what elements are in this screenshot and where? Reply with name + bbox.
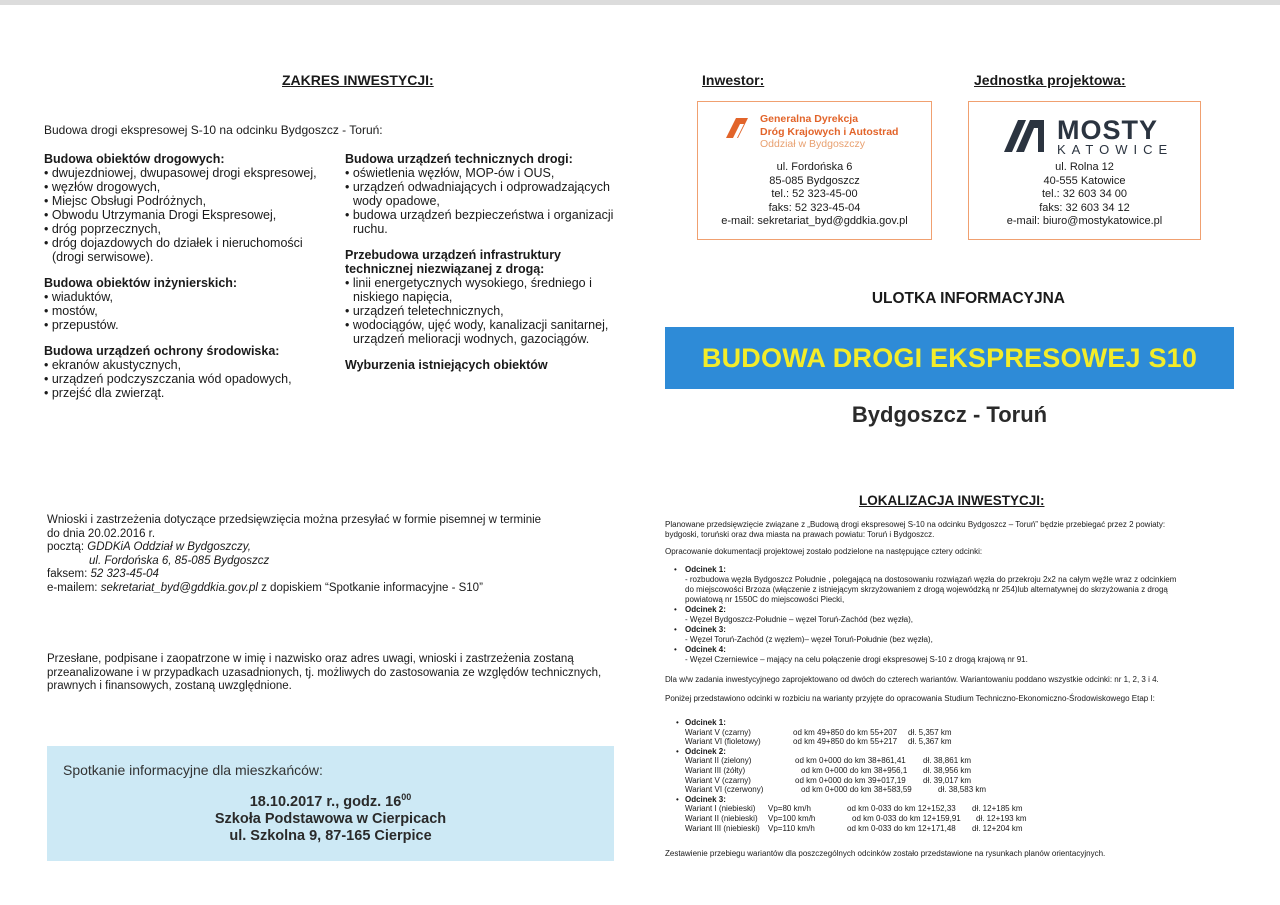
variants-table: • Odcinek 1: Wariant V (czarny) od km 49+850 do km 55+207 dł. 5,357 km Wariant VI (fioletowy) od km 49+850 do km 55+217 dł. 5,367 km • Odcinek 2: Wariant II (zielony) od km 0+000 do km 38+861,41 dł. 38,861 km Wariant III (żółty) od km 0+000 do km 38+956,1 dł. 38,956 km Wariant V (czarny) od km 0+000 do km 39+017,19 dł. 39,017 km Wariant VI (czerwony) od km 0+000 do km 38+583,59 dł. 38,583 km • Odcinek 3: Wariant I (niebieski) Vp=80 km/h od km 0-033 do km 12+152,33 dł. 12+185 km Wariant II (niebieski) Vp=100 km/h od km 0-033 do km 12+159,91 dł. 12+193 km Wariant III (niebieski) Vp=110 km/h od km 0-033 do km 12+171,48 dł. 12+204 km xyxy=(665,718,1225,833)
segment-name: Odcinek 3: xyxy=(685,625,726,634)
designer-fax: faks: 32 603 34 12 xyxy=(1039,201,1130,214)
fax-label: faksem: xyxy=(47,568,88,580)
list-item: • ekranów akustycznych, xyxy=(44,358,344,372)
variant-row: Wariant II (zielony) od km 0+000 do km 38+861,41 dł. 38,861 km xyxy=(685,756,972,766)
designer-phone: tel.: 32 603 34 00 xyxy=(1041,188,1127,200)
variants-paragraph: Poniżej przedstawiono odcinki w rozbiciu na warianty przyjęte do opracowania Studium Techniczno-Ekonomiczno-Środowiskowego Etap I: xyxy=(665,694,1155,703)
list-item: • Obwodu Utrzymania Drogi Ekspresowej, xyxy=(44,208,344,222)
fax-value: 52 323-45-04 xyxy=(90,568,159,580)
title-banner xyxy=(665,327,1234,389)
scope-column-1 xyxy=(44,152,344,400)
segment-line: do miejscowości Brzoza (włączenie z istniejącym skrzyżowaniem z drogą wojewódzką nr 254)lub alternatywnej do skrzyżowania z drogą xyxy=(685,585,1168,594)
segment-line: powiatową nr 1550C do miejscowości Piecki, xyxy=(685,595,845,604)
designer-box xyxy=(968,101,1201,240)
comments-section xyxy=(47,514,541,595)
post-label: pocztą: xyxy=(47,541,85,553)
segment-name: Odcinek 1: xyxy=(685,565,726,574)
designer-city: 40-555 Katowice xyxy=(1043,174,1126,187)
post-address: GDDKiA Oddział w Bydgoszczy, xyxy=(87,541,251,553)
block-engineering-objects xyxy=(44,276,344,332)
summary-paragraph: Zestawienie przebiegu wariantów dla poszczególnych odcinków zostało przedstawione na rysunkach planów orientacyjnych. xyxy=(665,849,1106,858)
analysis-line: prawnych i finansowych, zostaną uwzględnione. xyxy=(47,680,292,692)
scope-title: ZAKRES INWESTYCJI: xyxy=(282,72,434,88)
block-title: Przebudowa urządzeń infrastruktury technicznej niezwiązanej z drogą: xyxy=(345,248,562,276)
investor-fax: faks: 52 323-45-04 xyxy=(768,201,861,214)
list-item: • przejść dla zwierząt. xyxy=(44,386,344,400)
variant-row: Wariant III (żółty) od km 0+000 do km 38+956,1 dł. 38,956 km xyxy=(685,765,972,775)
variants-paragraph: Dla w/w zadania inwestycyjnego zaprojektowano od dwóch do czterech wariantów. Wariantowaniu poddano wszystkie odcinki: nr 1, 2, 3 i 4. xyxy=(665,675,1159,684)
post-street: ul. Fordońska 6, 85-085 Bydgoszcz xyxy=(89,554,270,567)
variant-row: Wariant VI (fioletowy) od km 49+850 do km 55+217 dł. 5,367 km xyxy=(685,737,952,747)
block-title: Budowa obiektów inżynierskich: xyxy=(44,276,238,290)
email-label: e-mailem: xyxy=(47,581,98,594)
list-item: • urządzeń teletechnicznych, xyxy=(345,304,620,318)
segment-line: - Węzeł Bydgoszcz-Południe – węzeł Toruń-Zachód (bez węzła), xyxy=(685,615,913,624)
segment-line: - Węzeł Toruń-Zachód (z węzłem)– węzeł Toruń-Południe (bez węzła), xyxy=(685,635,933,644)
mosty-logo-icon xyxy=(1002,118,1046,154)
banner-title: BUDOWA DROGI EKSPRESOWEJ S10 xyxy=(701,342,1198,373)
investor-box xyxy=(697,101,932,240)
gddkia-logo-text: Generalna Dyrekcja Dróg Krajowych i Autostrad Oddział w Bydgoszczy xyxy=(760,113,899,150)
investor-phone: tel.: 52 323-45-00 xyxy=(771,188,858,200)
segment-line: - Węzeł Czerniewice – mający na celu połączenie drogi ekspresowej S-10 z drogą krajową nr 91. xyxy=(685,655,1028,664)
investor-street: ul. Fordońska 6 xyxy=(776,161,853,173)
segment-item xyxy=(665,605,1225,625)
investor-email[interactable]: e-mail: sekretariat_byd@gddkia.gov.pl xyxy=(721,215,908,227)
list-item: • wodociągów, ujęć wody, kanalizacji sanitarnej, urządzeń melioracji wodnych, gazociągów. xyxy=(345,318,620,346)
leaflet-title: ULOTKA INFORMACYJNA xyxy=(871,290,1065,307)
meeting-date: 18.10.2017 r., godz. $16^{00}$ xyxy=(249,792,412,810)
location-body xyxy=(665,520,1225,704)
email-link[interactable]: sekretariat_byd@gddkia.gov.pl xyxy=(100,581,258,594)
variant-row: Wariant I (niebieski) Vp=80 km/h od km 0-033 do km 12+152,33 dł. 12+185 km xyxy=(685,804,1023,814)
analysis-section xyxy=(47,653,601,694)
block-title: Wyburzenia istniejących obiektów xyxy=(345,358,548,372)
list-item: • urządzeń podczyszczania wód opadowych, xyxy=(44,372,344,386)
meeting-box xyxy=(47,746,614,861)
scan-edge xyxy=(0,0,1280,5)
investor-city: 85-085 Bydgoszcz xyxy=(769,174,860,187)
investor-contact xyxy=(698,161,931,229)
list-item: • dwujezdniowej, dwupasowej drogi ekspresowej, xyxy=(44,166,344,180)
list-item: • oświetlenia węzłów, MOP-ów i OUS, xyxy=(345,166,620,180)
segment-item xyxy=(665,565,1225,605)
block-title: Budowa urządzeń technicznych drogi: xyxy=(345,152,573,166)
variant-group-name: Odcinek 3: xyxy=(685,794,726,804)
variant-row: Wariant V (czarny) od km 49+850 do km 55+207 dł. 5,357 km xyxy=(685,727,952,737)
scope-intro: Budowa drogi ekspresowej S-10 na odcinku Bydgoszcz - Toruń: xyxy=(44,123,383,137)
list-item: • przepustów. xyxy=(44,318,344,332)
list-item: • dróg dojazdowych do działek i nieruchomości (drogi serwisowe). xyxy=(44,236,307,264)
block-technical-devices xyxy=(345,152,620,236)
segment-name: Odcinek 2: xyxy=(685,605,726,614)
segment-name: Odcinek 4: xyxy=(685,645,726,654)
list-item: • budowa urządzeń bezpieczeństwa i organizacji ruchu. xyxy=(345,208,620,236)
location-title: LOKALIZACJA INWESTYCJI: xyxy=(859,493,1045,508)
meeting-place: Szkoła Podstawowa w Cierpicach xyxy=(214,810,447,827)
block-title: Budowa obiektów drogowych: xyxy=(44,152,225,166)
list-item: • węzłów drogowych, xyxy=(44,180,344,194)
segment-item xyxy=(665,645,1225,665)
block-infrastructure xyxy=(345,248,620,346)
segments-list xyxy=(665,565,1225,665)
comments-deadline: do dnia 20.02.2016 r. xyxy=(47,527,156,540)
analysis-line: przeanalizowane i w przypadkach uzasadnionych, tj. możliwych do zastosowania ze względów technicznych, xyxy=(47,666,602,679)
email-suffix: z dopiskiem “Spotkanie informacyjne - S10” xyxy=(261,581,483,594)
meeting-heading: Spotkanie informacyjne dla mieszkańców: xyxy=(63,762,323,778)
location-paragraph: Opracowanie dokumentacji projektowej zostało podzielone na następujące cztery odcinki: xyxy=(665,547,983,556)
mosty-logo-text: MOSTY KATOWICE xyxy=(1057,115,1174,157)
designer-street: ul. Rolna 12 xyxy=(1055,161,1114,173)
variant-group-name: Odcinek 1: xyxy=(685,718,726,727)
block-environment xyxy=(44,344,344,400)
designer-label: Jednostka projektowa: xyxy=(974,72,1126,88)
location-paragraph: Planowane przedsięwzięcie związane z „Budową drogi ekspresowej S-10 na odcinku Bydgoszcz – Toruń” będzie przebiegać przez 2 powiaty: xyxy=(665,520,1166,529)
list-item: • wiaduktów, xyxy=(44,290,344,304)
meeting-address: ul. Szkolna 9, 87-165 Cierpice xyxy=(229,827,432,844)
block-demolition xyxy=(345,358,620,372)
segment-line: - rozbudowa węzła Bydgoszcz Południe , polegającą na dostosowaniu rozwiązań węzła do przekroju 2x2 na całym węźle wraz z odcinkiem xyxy=(685,575,1177,584)
location-paragraph: bydgoski, toruński oraz dwa miasta na prawach powiatu: Toruń i Bydgoszcz. xyxy=(665,530,935,539)
list-item: • dróg poprzecznych, xyxy=(44,222,344,236)
designer-contact xyxy=(969,161,1200,229)
variant-group-name: Odcinek 2: xyxy=(685,746,726,756)
block-title: Budowa urządzeń ochrony środowiska: xyxy=(44,344,280,358)
meeting-time-sup: 00 xyxy=(401,792,412,802)
variant-row: Wariant II (niebieski) Vp=100 km/h od km 0-033 do km 12+159,91 dł. 12+193 km xyxy=(685,813,1027,823)
gddkia-logo-icon xyxy=(724,116,750,140)
comments-line: Wnioski i zastrzeżenia dotyczące przedsięwzięcia można przesyłać w formie pisemnej w terminie xyxy=(47,514,542,526)
variant-row: Wariant V (czarny) od km 0+000 do km 39+017,19 dł. 39,017 km xyxy=(685,775,972,785)
route-title: Bydgoszcz - Toruń xyxy=(851,402,1048,427)
investor-label: Inwestor: xyxy=(702,72,765,88)
list-item: • mostów, xyxy=(44,304,344,318)
variant-row: Wariant VI (czerwony) od km 0+000 do km 38+583,59 dł. 38,583 km xyxy=(685,785,987,795)
analysis-line: Przesłane, podpisane i zaopatrzone w imię i nazwisko oraz adres uwagi, wnioski i zastrzeżenia zostaną xyxy=(47,653,574,665)
block-road-objects xyxy=(44,152,344,264)
segment-item xyxy=(665,625,1225,645)
designer-email[interactable]: e-mail: biuro@mostykatowice.pl xyxy=(1006,215,1163,227)
variant-row: Wariant III (niebieski) Vp=110 km/h od km 0-033 do km 12+171,48 dł. 12+204 km xyxy=(685,823,1023,833)
list-item: • Miejsc Obsługi Podróżnych, xyxy=(44,194,344,208)
list-item: • urządzeń odwadniających i odprowadzających wody opadowe, xyxy=(345,180,620,208)
list-item: • linii energetycznych wysokiego, średniego i niskiego napięcia, xyxy=(345,276,603,304)
scope-column-2 xyxy=(345,152,620,372)
